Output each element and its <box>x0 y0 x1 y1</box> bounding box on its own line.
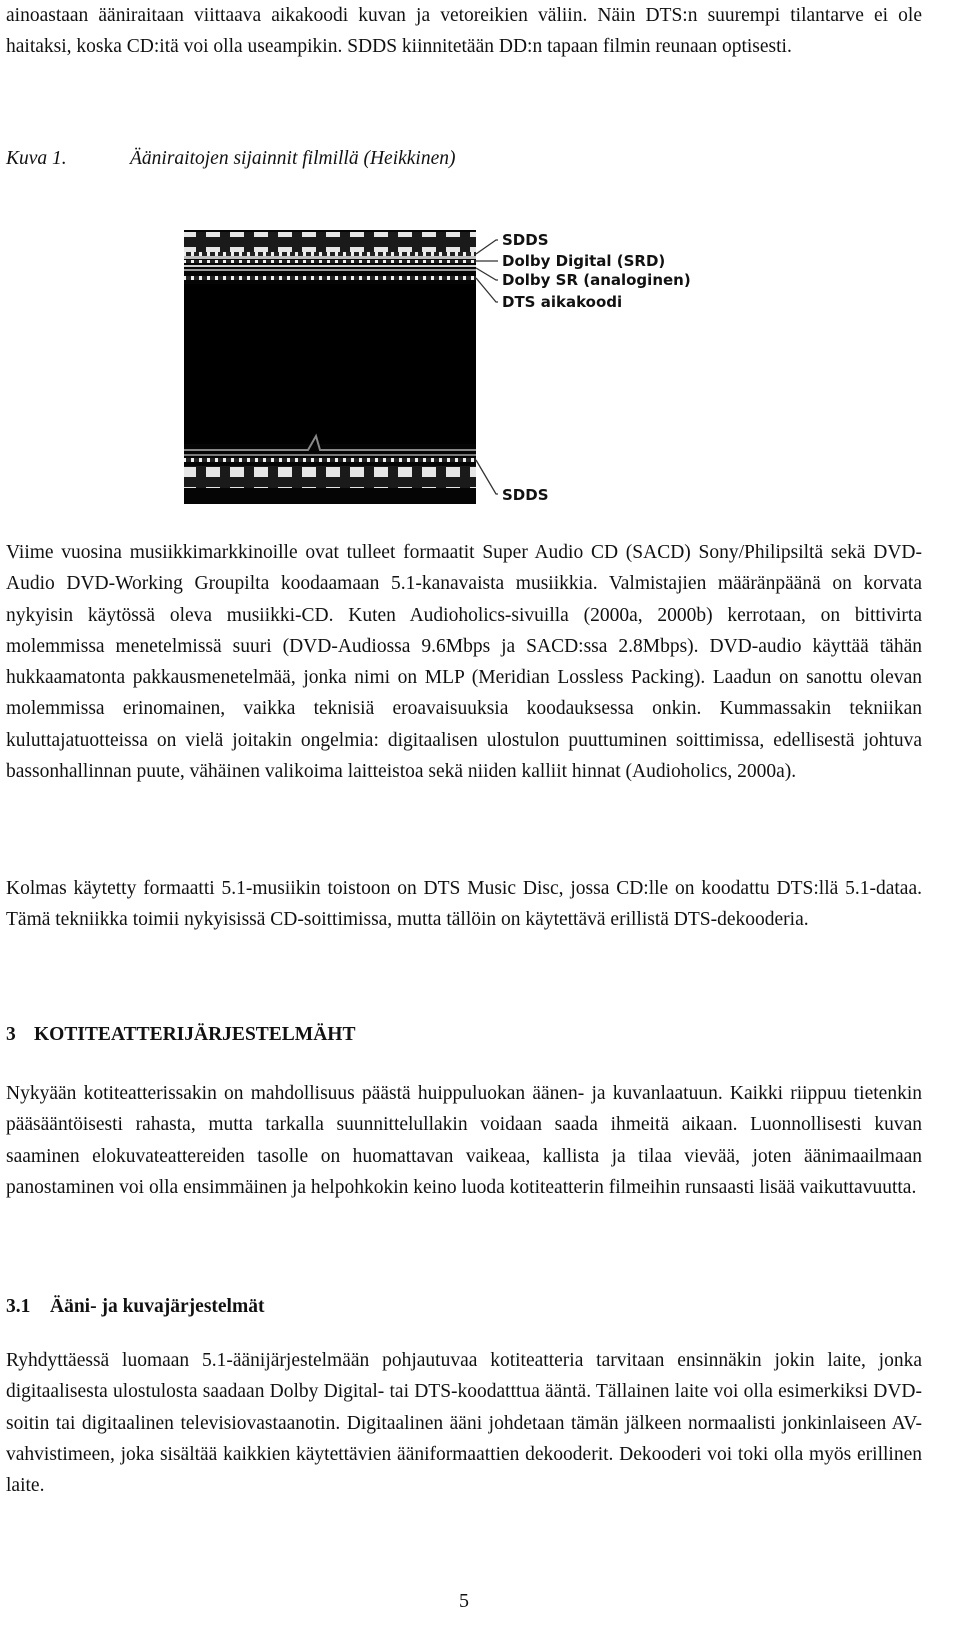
figure-label-sdds-top: SDDS <box>502 231 549 249</box>
film-strip-image <box>178 222 768 522</box>
film-bottom-perforations <box>184 466 476 488</box>
paragraph-audio-formats: Viime vuosina musiikkimarkkinoille ovat tulleet formaatit Super Audio CD (SACD) Sony/Philipsiltä sekä DVD-Audio DVD-Working Groupilta koodaamaan 5.1-kanavaista musiikkia. Valmistajien määränpäänä on korvata nykyisin käytössä oleva musiikki-CD. Kuten Audioholics-sivuilla (2000a, 2000b) kerrotaan, on bittivirta molemmissa menetelmissä suuri (DVD-Audiossa 9.6Mbps ja SACD:ssa 2.8Mbps). DVD-audio käyttää tähän hukkaamatonta pakkausmenetelmää, jonka nimi on MLP (Meridian Lossless Packing). Laadun on sanottu olevan molemmissa erinomainen, vaikka teknisiä eroavaisuuksia koodauksessa onkin. Kummassakin tekniikan kuluttajatuotteissa on vielä joitakin ongelmia: digitaalisen ulostulon puuttuminen soittimissa, edellisestä johtuva bassonhallinnan puute, vähäinen valikoima laitteistoa sekä niiden kalliit hinnat (Audioholics, 2000a). <box>6 542 922 783</box>
paragraph-intro: ainoastaan ääniraitaan viittaava aikakoodi kuvan ja vetoreikien väliin. Näin DTS:n suurempi tilantarve ei ole haitaksi, koska CD:itä voi olla useampikin. SDDS kiinnitetään DD:n tapaan filmin reunaan optisesti. <box>6 5 922 58</box>
figure-caption-text: Ääniraitojen sijainnit filmillä (Heikkinen) <box>130 148 456 169</box>
figure-label-sdds-bottom: SDDS <box>502 486 549 504</box>
figure-caption-number: Kuva 1. <box>6 148 67 169</box>
film-picture-area <box>184 284 476 444</box>
section-title: KOTITEATTERIJÄRJESTELMÄHT <box>34 1024 356 1045</box>
page-number: 5 <box>459 1590 469 1612</box>
section-heading-3 <box>6 1024 355 1046</box>
figure-label-dolby-sr: Dolby SR (analoginen) <box>502 271 691 289</box>
film-dolby-digital-stripe <box>184 260 476 263</box>
film-soundtrack-figure <box>178 222 768 522</box>
film-sdds-top-stripe <box>184 252 476 256</box>
film-dolby-sr-stripe <box>184 265 476 267</box>
film-top-perforations <box>184 232 476 252</box>
film-dts-timecode-stripe <box>184 276 476 280</box>
subsection-heading-3-1 <box>6 1296 264 1318</box>
figure-caption <box>6 148 456 170</box>
paragraph-home-theater-intro: Nykyään kotiteatterissakin on mahdollisuus päästä huippuluokan äänen- ja kuvanlaatuun. Kaikki riippuu tietenkin pääsääntöisesti rahasta, mutta tarkalla suunnittelullakin voidaan saada ihmeitä aikaan. Luonnollisesti kuvan saaminen elokuvateattereiden tasolle on huomattavan vaikeaa, kallista ja tilaa vievää, joten äänimaailmaan panostaminen voi olla ensimmäinen ja helpohkokin keino luoda kotiteatterin filmeihin runsaasti lisää vaikuttavuutta. <box>6 1083 922 1198</box>
figure-label-dts-timecode: DTS aikakoodi <box>502 293 623 311</box>
film-sdds-bottom-stripe <box>184 458 476 462</box>
paragraph-dts-music-disc: Kolmas käytetty formaatti 5.1-musiikin toistoon on DTS Music Disc, jossa CD:lle on koodattu DTS:llä 5.1-dataa. Tämä tekniikka toimii nykyisissä CD-soittimissa, mutta tällöin on käytettävä erillistä DTS-dekooderia. <box>6 878 922 931</box>
paragraph-audio-video-systems: Ryhdyttäessä luomaan 5.1-äänijärjestelmään pohjautuvaa kotiteatteria tarvitaan ensinnäkin jokin laite, jonka digitaalisesta ulostulosta saadaan Dolby Digital- tai DTS-koodatttua ääntä. Tällainen laite voi olla esimerkiksi DVD-soitin tai digitaalinen televisiovastaanotin. Digitaalinen ääni johdetaan tämän jälkeen normaalisti jonkinlaiseen AV-vahvistimeen, joka sisältää kaikkien käytettävien ääniformaattien dekooderit. Dekooderi voi toki olla myös erillinen laite. <box>6 1350 922 1497</box>
section-number: 3 <box>6 1024 16 1045</box>
figure-label-dolby-digital: Dolby Digital (SRD) <box>502 252 666 270</box>
subsection-title: Ääni- ja kuvajärjestelmät <box>50 1296 265 1317</box>
subsection-number: 3.1 <box>6 1296 31 1317</box>
